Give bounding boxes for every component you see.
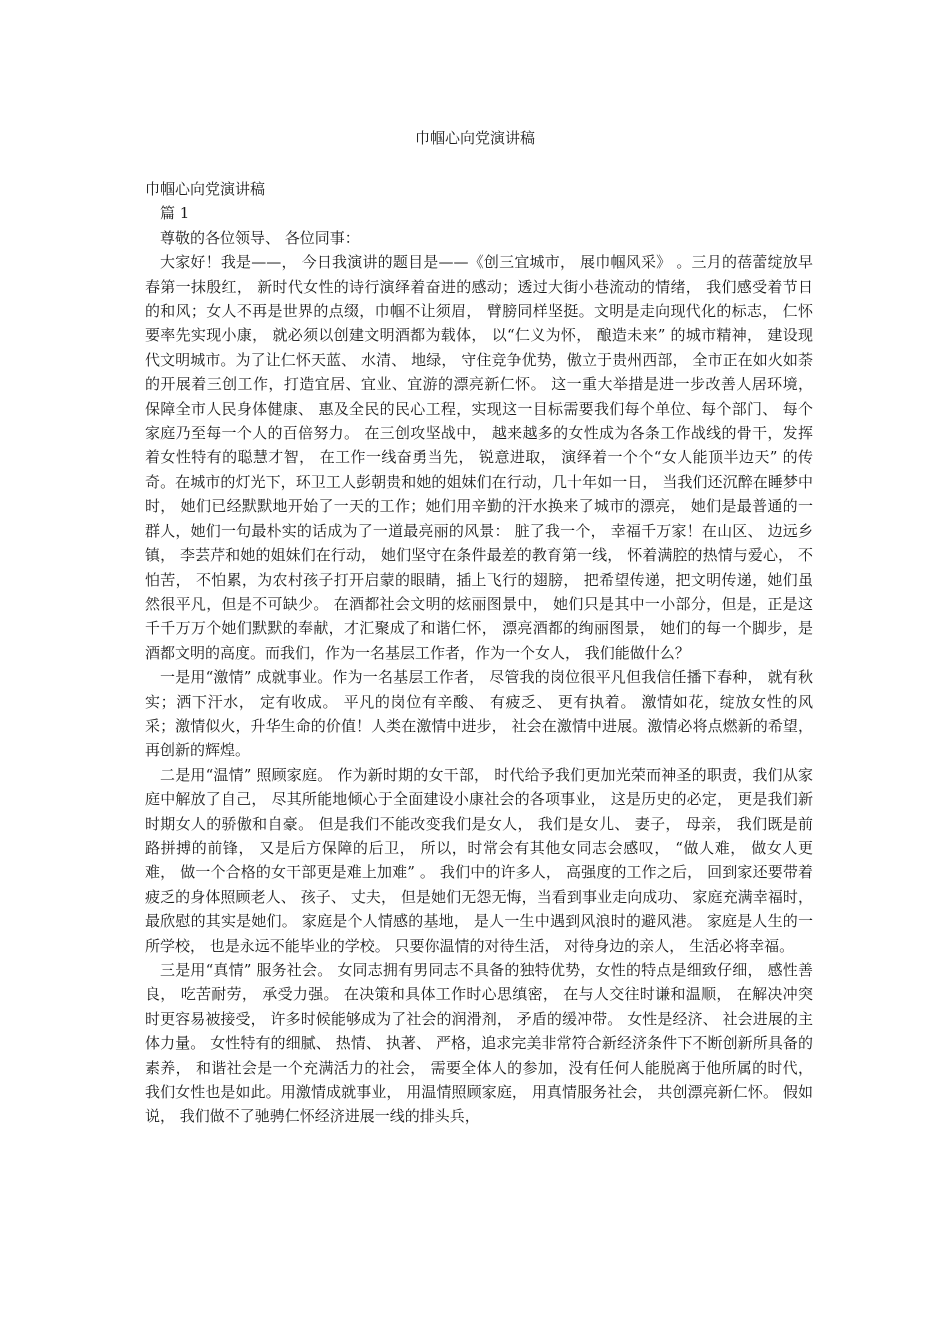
paragraph-passion: 一是用“激情” 成就事业。作为一名基层工作者， 尽管我的岗位很平凡但我信任播下春种， 就有秋实；洒下汗水， 定有收成。 平凡的岗位有辛酸、 有疲乏、 更有执着。 激情如花，绽放女性的风采；激情似火，升华生命的价值！人类在激情中进步， 社会在激情中进展。激情必将点燃新的希望， 再创新的辉煌。 [145, 668, 813, 760]
paragraph-society: 三是用“真情” 服务社会。 女同志拥有男同志不具备的独特优势，女性的特点是细致仔细， 感性善良， 吃苦耐劳， 承受力强。 在决策和具体工作时心思缜密， 在与人交往时谦和温顺， 在解决冲突时更容易被接受， 许多时候能够成为了社会的润滑剂， 矛盾的缓冲带。 女性是经济、 社会进展的主体力量。 女性特有的细腻、 热情、 执著、 严格，追求完美非常符合新经济条件下不断创新所具备的素养， 和谐社会是一个充满活力的社会， 需要全体人的参加，没有任何人能脱离于他所属的时代， 我们女性也是如此。用激情成就事业， 用温情照顾家庭， 用真情服务社会， 共创漂亮新仁怀。 假如说， 我们做不了驰骋仁怀经济进展一线的排头兵， [145, 961, 813, 1126]
document-title: 巾帼心向党演讲稿 [414, 129, 535, 147]
document-subtitle: 巾帼心向党演讲稿 [145, 180, 266, 198]
paragraph-family: 二是用“温情” 照顾家庭。 作为新时期的女干部， 时代给予我们更加光荣而神圣的职责，我们从家庭中解放了自己， 尽其所能地倾心于全面建设小康社会的各项事业， 这是历史的必定， 更是我们新时期女人的骄傲和自豪。 但是我们不能改变我们是女人， 我们是女儿、 妻子， 母亲， 我们既是前路拼搏的前锋， 又是后方保障的后卫， 所以，时常会有其他女同志会感叹， “做人难， 做女人更难， 做一个合格的女干部更是难上加难” 。 我们中的许多人， 高强度的工作之后， 回到家还要带着疲乏的身体照顾老人、 孩子、 丈夫， 但是她们无怨无悔，当看到事业走向成功、 家庭充满幸福时， 最欣慰的其实是她们。 家庭是个人情感的基地， 是人一生中遇到风浪时的避风港。 家庭是人生的一所学校， 也是永远不能毕业的学校。 只要你温情的对待生活， 对待身边的亲人， 生活必将幸福。 [145, 765, 813, 955]
section-label: 篇 1 [160, 204, 190, 223]
paragraph-intro: 大家好！我是——， 今日我演讲的题目是——《创三宜城市， 展巾帼风采》 。三月的蓓蕾绽放早春第一抹殷红， 新时代女性的诗行演绎着奋进的感动；透过大街小巷流动的情绪， 我们感受着节日的和风；女人不再是世界的点缀，巾帼不让须眉， 臂膀同样坚挺。文明是走向现代化的标志， 仁怀要率先实现小康， 就必须以创建文明酒都为载体， 以“仁义为怀， 酿造未来” 的城市精神， 建设现代文明城市。为了让仁怀天蓝、 水清、 地绿， 守住竞争优势，傲立于贵州西部， 全市正在如火如荼的开展着三创工作，打造宜居、宜业、宜游的漂亮新仁怀。 这一重大举措是进一步改善人居环境， 保障全市人民身体健康、 惠及全民的民心工程，实现这一目标需要我们每个单位、每个部门、 每个家庭乃至每一个人的百倍努力。 在三创攻坚战中， 越来越多的女性成为各条工作战线的骨干，发挥着女性特有的聪慧才智， 在工作一线奋勇当先， 锐意进取， 演绎着一个个“女人能顶半边天” 的传奇。在城市的灯光下，环卫工人彭朝贵和她的姐妹们在行动，几十年如一日， 当我们还沉醉在睡梦中时， 她们已经默默地开始了一天的工作；她们用辛勤的汗水换来了城市的漂亮， 她们是最普通的一群人，她们一句最朴实的话成为了一道最亮丽的风景： 脏了我一个， 幸福千万家！在山区、 边远乡镇， 李芸芹和她的姐妹们在行动， 她们坚守在条件最差的教育第一线， 怀着满腔的热情与爱心， 不怕苦， 不怕累，为农村孩子打开启蒙的眼睛，插上飞行的翅膀， 把希望传递，把文明传递，她们虽然很平凡，但是不可缺少。 在酒都社会文明的炫丽图景中， 她们只是其中一小部分，但是，正是这千千万万个她们默默的奉献，才汇聚成了和谐仁怀， 漂亮酒都的绚丽图景， 她们的每一个脚步，是酒都文明的高度。而我们，作为一名基层工作者，作为一个女人， 我们能做什么？ [145, 253, 813, 662]
document-body [145, 177, 813, 1129]
salutation: 尊敬的各位领导、 各位同事： [160, 228, 360, 247]
